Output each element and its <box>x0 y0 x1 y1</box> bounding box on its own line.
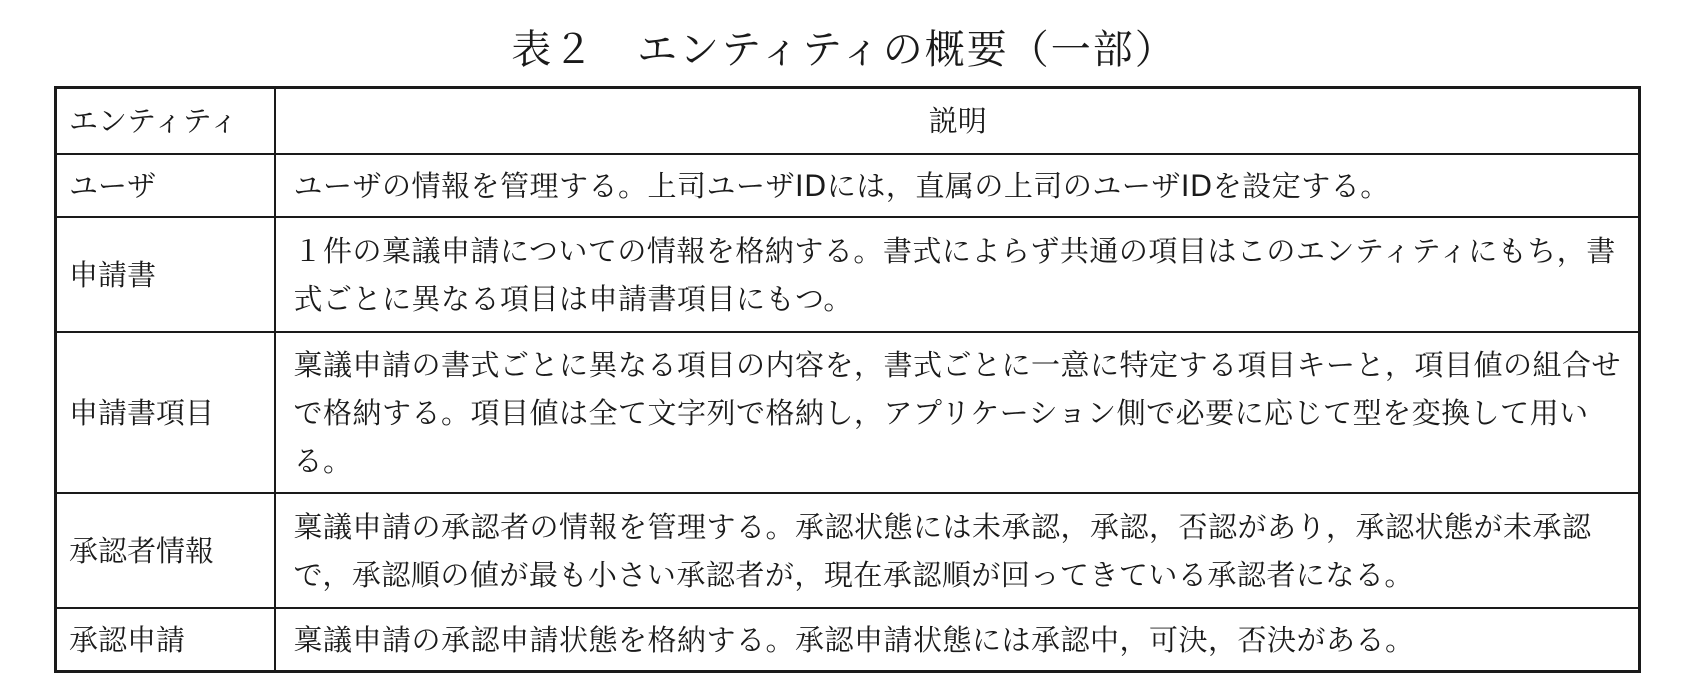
header-description: 説明 <box>275 88 1640 155</box>
table-header-row <box>56 88 1640 155</box>
table-row <box>56 217 1640 332</box>
table-caption: 表２ エンティティの概要（一部） <box>511 27 1177 73</box>
table-row <box>56 493 1640 608</box>
table-row <box>56 332 1640 493</box>
entity-description-cell: 稟議申請の書式ごとに異なる項目の内容を，書式ごとに一意に特定する項目キーと，項目値の組合せで格納する。項目値は全て文字列で格納し，アプリケーション側で必要に応じて型を変換して用いる。 <box>275 332 1640 493</box>
entity-name-cell: ユーザ <box>56 154 275 217</box>
entity-name-cell: 承認者情報 <box>56 493 275 608</box>
table-row <box>56 154 1640 217</box>
entity-overview-table <box>54 86 1641 673</box>
entity-name-cell: 申請書項目 <box>56 332 275 493</box>
header-entity: エンティティ <box>56 88 275 155</box>
entity-description-cell: 稟議申請の承認者の情報を管理する。承認状態には未承認，承認，否認があり，承認状態が未承認で，承認順の値が最も小さい承認者が，現在承認順が回ってきている承認者になる。 <box>275 493 1640 608</box>
table-row <box>56 608 1640 672</box>
entity-name-cell: 申請書 <box>56 217 275 332</box>
entity-description-cell: 稟議申請の承認申請状態を格納する。承認申請状態には承認中，可決，否決がある。 <box>275 608 1640 672</box>
entity-name-cell: 承認申請 <box>56 608 275 672</box>
entity-description-cell: ユーザの情報を管理する。上司ユーザIDには，直属の上司のユーザIDを設定する。 <box>275 154 1640 217</box>
entity-description-cell: １件の稟議申請についての情報を格納する。書式によらず共通の項目はこのエンティティにもち，書式ごとに異なる項目は申請書項目にもつ。 <box>275 217 1640 332</box>
